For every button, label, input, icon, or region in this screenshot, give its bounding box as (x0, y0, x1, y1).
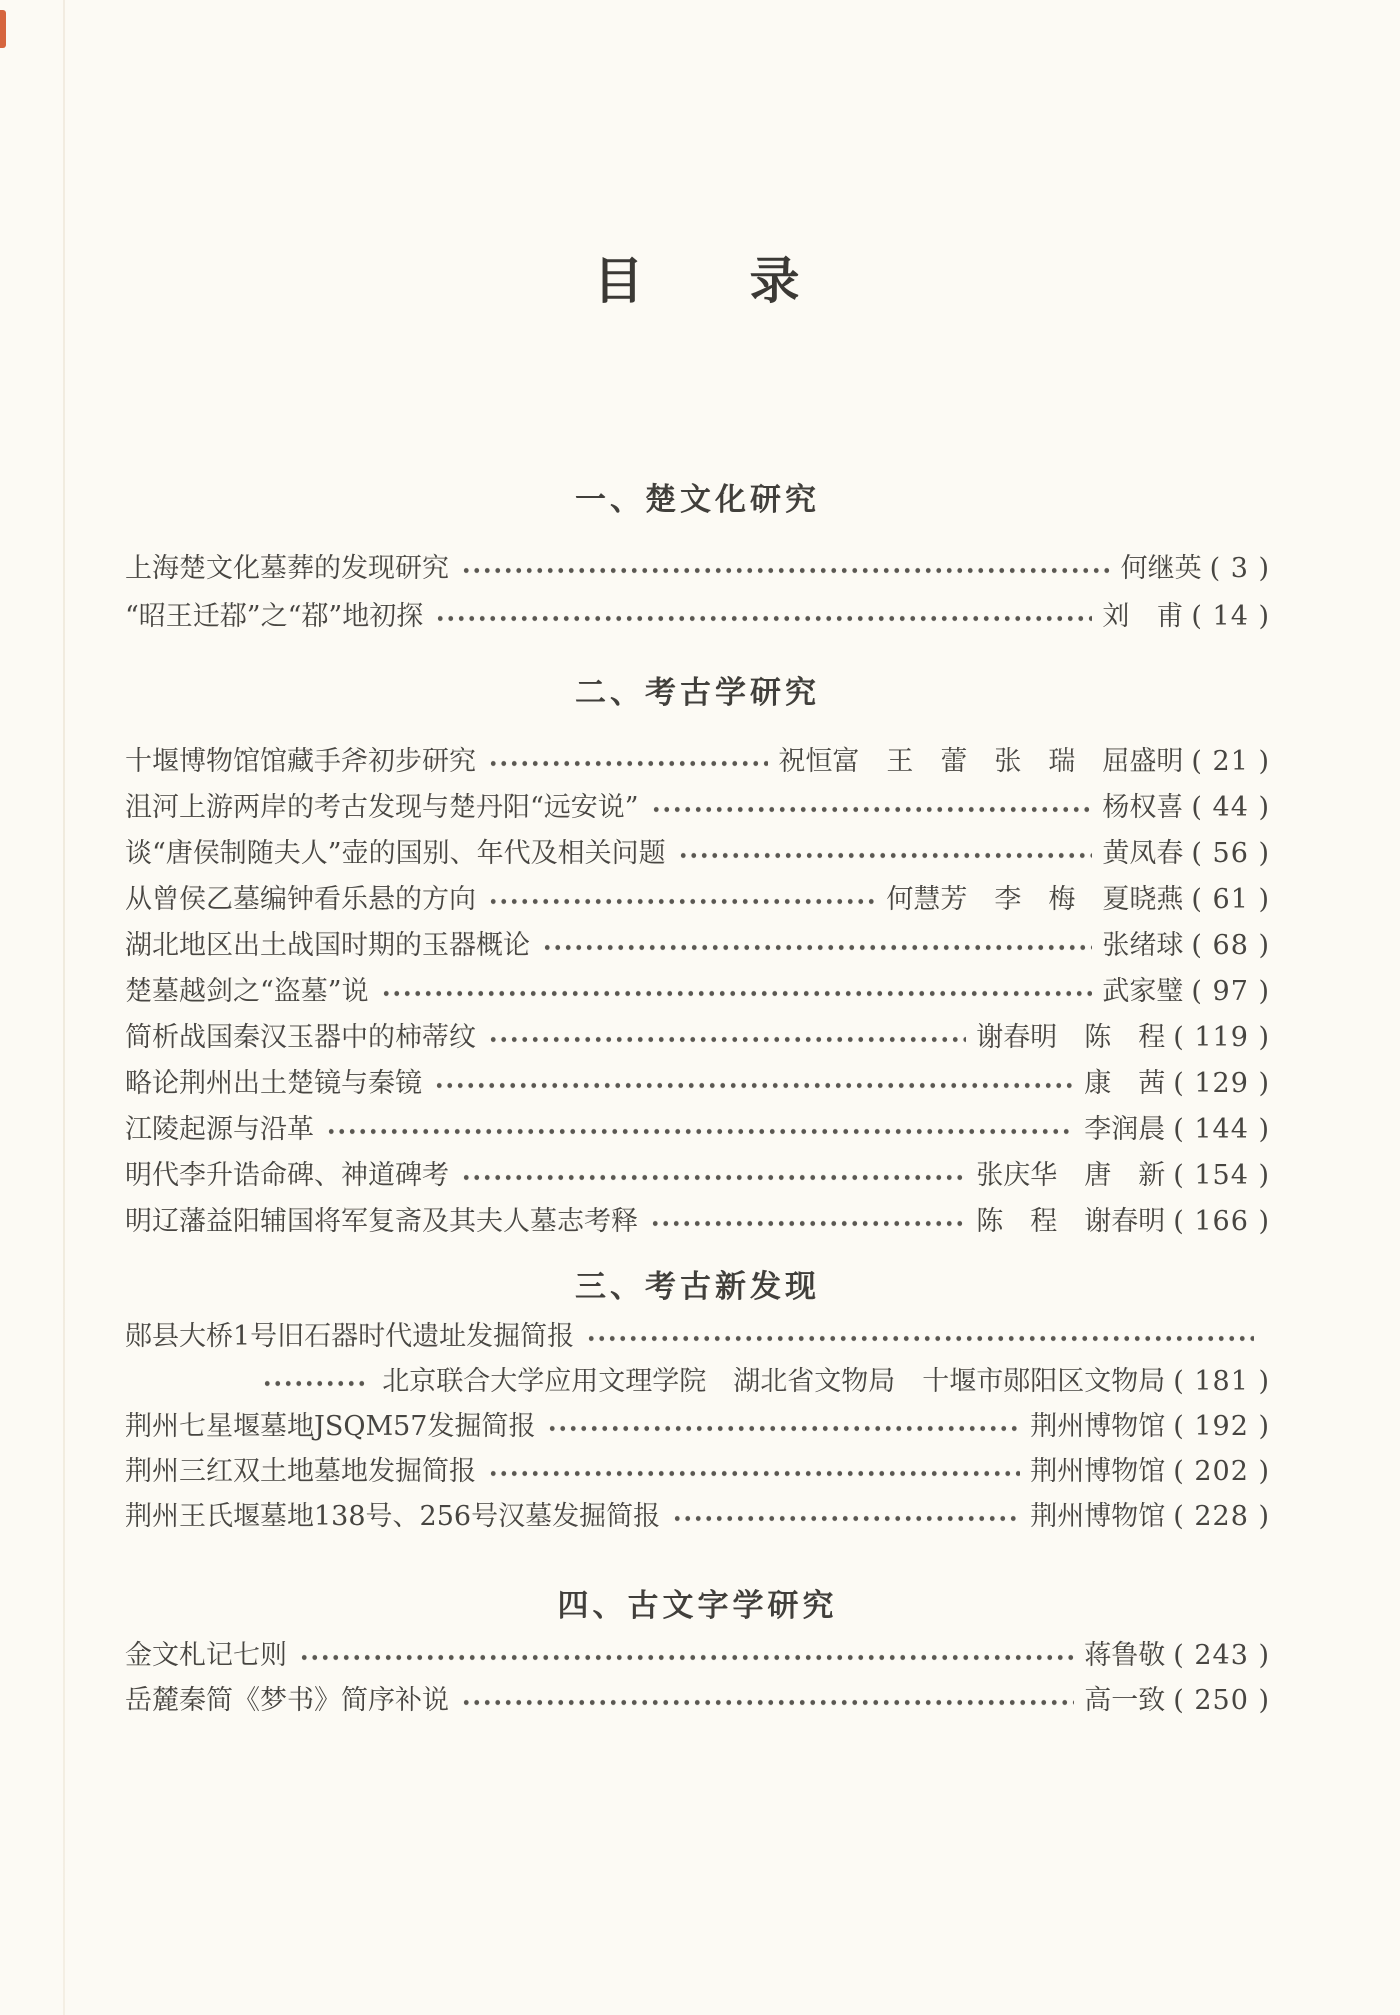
dot-leader (324, 1116, 1074, 1143)
dot-leader (545, 1413, 1020, 1440)
toc-entry (125, 555, 1270, 582)
toc-entry-page: ( 68 ) (1191, 930, 1270, 961)
toc-entry (125, 603, 1270, 630)
toc-entry-page: ( 243 ) (1173, 1640, 1270, 1671)
dot-leader (459, 555, 1111, 582)
toc-entry-authors: 康 茜 (1084, 1068, 1166, 1099)
toc-entry-authors: 张绪球 (1102, 930, 1184, 961)
toc-entry (125, 978, 1270, 1005)
dot-leader (379, 978, 1093, 1005)
toc-entry-title: 简析战国秦汉玉器中的柿蒂纹 (125, 1022, 476, 1053)
toc-entry-title: 荆州王氏堰墓地138号、256号汉墓发掘简报 (125, 1501, 661, 1532)
section-heading: 四、古文字学研究 (557, 1588, 838, 1623)
dot-leader (432, 1070, 1074, 1097)
section-heading: 三、考古新发现 (575, 1269, 820, 1304)
toc-entry-authors: 荆州博物馆 (1030, 1501, 1166, 1532)
toc-entry (125, 1208, 1270, 1235)
toc-entry-title: 岳麓秦简《梦书》简序补说 (125, 1685, 449, 1716)
toc-entry-title: 略论荆州出土楚镜与秦镜 (125, 1068, 422, 1099)
toc-entry-page: ( 56 ) (1191, 838, 1270, 869)
toc-entry (125, 1070, 1270, 1097)
toc-entry-authors: 何慧芳 李 梅 夏晓燕 (886, 884, 1184, 915)
toc-entry-authors: 杨权喜 (1102, 792, 1184, 823)
toc-entry-page: ( 192 ) (1173, 1411, 1270, 1442)
toc-entry-title: 十堰博物馆馆藏手斧初步研究 (125, 746, 476, 777)
toc-entry (125, 1323, 1270, 1350)
toc-entry-title: 楚墓越剑之“盗墓”说 (125, 976, 369, 1007)
toc-entry (125, 1413, 1270, 1440)
toc-entry-title: “昭王迁鄀”之“鄀”地初探 (125, 601, 424, 632)
toc-entry-authors: 祝恒富 王 蕾 张 瑞 屈盛明 (778, 746, 1184, 777)
dot-leader (648, 1208, 966, 1235)
dot-leader (486, 1458, 1020, 1485)
toc-entry-continuation (125, 1368, 1270, 1395)
dot-leader (486, 1024, 966, 1051)
toc-entry-authors: 高一致 (1084, 1685, 1166, 1716)
toc-entry-authors: 黄凤春 (1102, 838, 1184, 869)
toc-entry-authors: 蒋鲁敬 (1084, 1640, 1166, 1671)
toc-entry-page: ( 202 ) (1173, 1456, 1270, 1487)
toc-entry (125, 886, 1270, 913)
toc-entry-title: 明辽藩益阳辅国将军复斋及其夫人墓志考释 (125, 1206, 638, 1237)
toc-entry-title: 江陵起源与沿革 (125, 1114, 314, 1145)
toc-entry-authors: 荆州博物馆 (1030, 1411, 1166, 1442)
toc-entry-title: 荆州七星堰墓地JSQM57发掘简报 (125, 1411, 536, 1442)
dot-leader (649, 794, 1093, 821)
toc-entry-page: ( 144 ) (1173, 1114, 1270, 1145)
toc-entry-authors: 何继英 (1120, 553, 1202, 584)
toc-entry (125, 1503, 1270, 1530)
toc-entry-page: ( 97 ) (1191, 976, 1270, 1007)
toc-entry-page: ( 14 ) (1191, 601, 1270, 632)
toc-entry (125, 932, 1270, 959)
toc-entry-title: 湖北地区出土战国时期的玉器概论 (125, 930, 530, 961)
toc-entry-page: ( 119 ) (1173, 1022, 1270, 1053)
dot-leader (486, 886, 876, 913)
toc-entry (125, 1642, 1270, 1669)
toc-entry-title: 沮河上游两岸的考古发现与楚丹阳“远安说” (125, 792, 639, 823)
toc-entry-page: ( 250 ) (1173, 1685, 1270, 1716)
page-title: 目 录 (593, 251, 802, 310)
toc-entry-page: ( 3 ) (1209, 553, 1270, 584)
toc-entry (125, 1687, 1270, 1714)
toc-entry-page: ( 166 ) (1173, 1206, 1270, 1237)
toc-entry-authors: 北京联合大学应用文理学院 湖北省文物局 十堰市郧阳区文物局 (382, 1366, 1166, 1397)
toc-entry-title: 谈“唐侯制随夫人”壶的国别、年代及相关问题 (125, 838, 666, 869)
dot-leader (670, 1503, 1020, 1530)
dot-leader (433, 603, 1092, 630)
toc-entry-title: 金文札记七则 (125, 1640, 287, 1671)
dot-leader (584, 1323, 1254, 1350)
dot-leader (297, 1642, 1074, 1669)
dot-leader (260, 1368, 368, 1395)
scan-edge-artifact (0, 10, 6, 48)
toc-entry-authors: 张庆华 唐 新 (976, 1160, 1166, 1191)
dot-leader (486, 748, 768, 775)
toc-entry-authors: 荆州博物馆 (1030, 1456, 1166, 1487)
dot-leader (540, 932, 1092, 959)
dot-leader (676, 840, 1093, 867)
toc-entry-page: ( 181 ) (1173, 1366, 1270, 1397)
toc-entry-authors: 刘 甫 (1102, 601, 1184, 632)
toc-entry-authors: 武家璧 (1102, 976, 1184, 1007)
toc-entry-page: ( 228 ) (1173, 1501, 1270, 1532)
scan-fold-line (63, 0, 65, 2015)
toc-entry-page: ( 61 ) (1191, 884, 1270, 915)
toc-entry-title: 荆州三红双土地墓地发掘简报 (125, 1456, 476, 1487)
toc-entry (125, 1024, 1270, 1051)
toc-entry (125, 748, 1270, 775)
dot-leader (459, 1162, 966, 1189)
dot-leader (459, 1687, 1074, 1714)
toc-entry-authors: 陈 程 谢春明 (976, 1206, 1166, 1237)
toc-entry (125, 840, 1270, 867)
toc-entry-title: 明代李升诰命碑、神道碑考 (125, 1160, 449, 1191)
section-heading: 二、考古学研究 (575, 675, 820, 710)
toc-entry-title: 郧县大桥1号旧石器时代遗址发掘简报 (125, 1321, 575, 1352)
toc-entry-page: ( 44 ) (1191, 792, 1270, 823)
toc-entry-authors: 谢春明 陈 程 (976, 1022, 1166, 1053)
toc-entry-title: 上海楚文化墓葬的发现研究 (125, 553, 449, 584)
toc-entry (125, 1162, 1270, 1189)
toc-entry (125, 794, 1270, 821)
toc-entry-page: ( 129 ) (1173, 1068, 1270, 1099)
toc-entry-page: ( 21 ) (1191, 746, 1270, 777)
section-heading: 一、楚文化研究 (575, 482, 820, 517)
toc-entry-page: ( 154 ) (1173, 1160, 1270, 1191)
toc-entry (125, 1116, 1270, 1143)
toc-entry-authors: 李润晨 (1084, 1114, 1166, 1145)
toc-entry (125, 1458, 1270, 1485)
toc-entry-title: 从曾侯乙墓编钟看乐悬的方向 (125, 884, 476, 915)
